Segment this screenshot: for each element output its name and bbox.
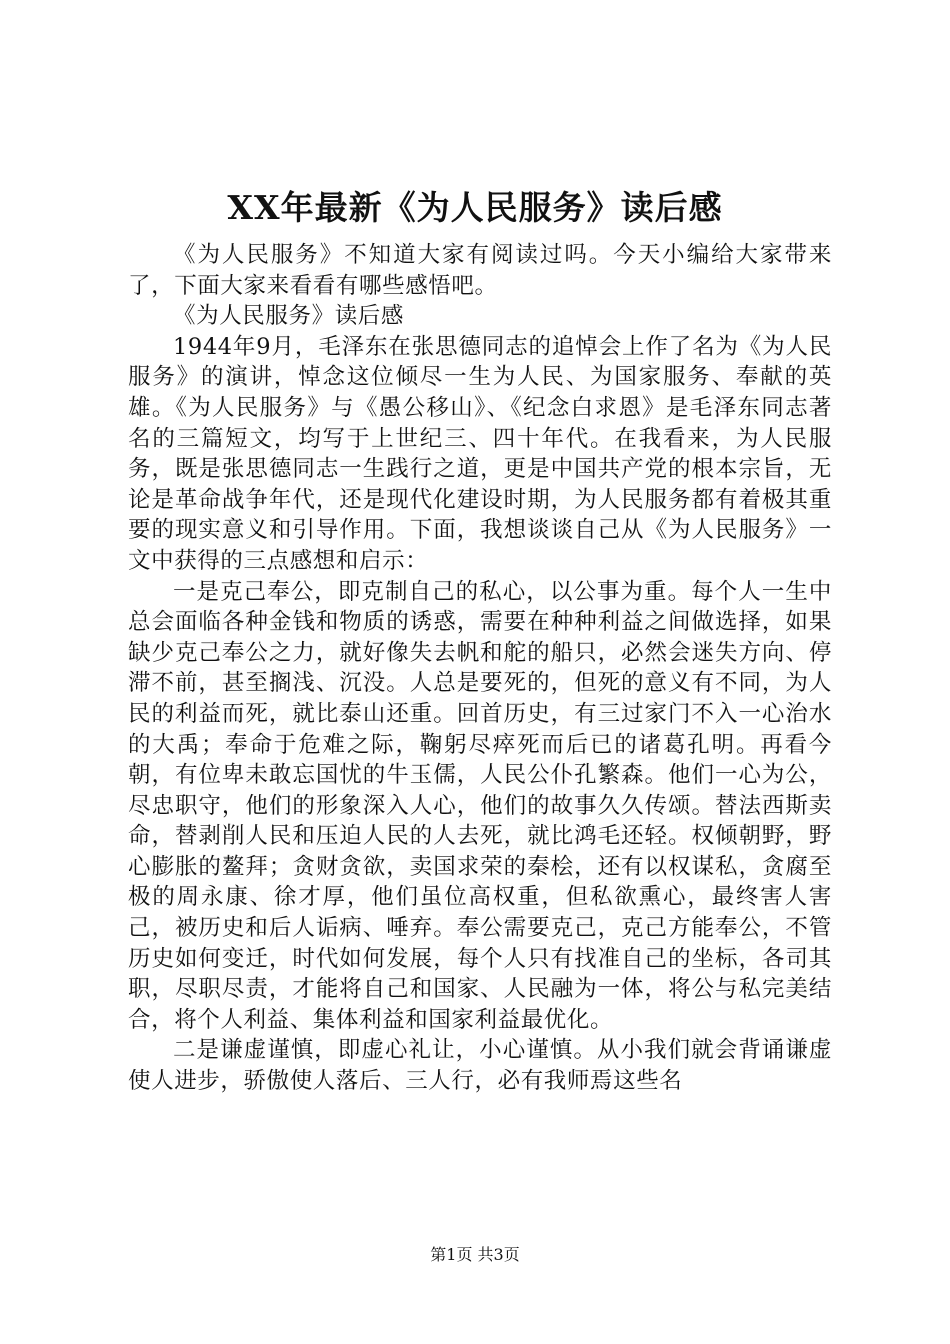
paragraph-intro: 《为人民服务》不知道大家有阅读过吗。今天小编给大家带来了，下面大家来看看有哪些感悟吧。	[128, 242, 832, 299]
document-body	[128, 240, 832, 1097]
paragraph-background: 1944年9月，毛泽东在张思德同志的追悼会上作了名为《为人民服务》的演讲，悼念这位倾尽一生为人民、为国家服务、奉献的英雄。《为人民服务》与《愚公移山》、《纪念白求恩》是毛泽东同志著名的三篇短文，均写于上世纪三、四十年代。在我看来，为人民服务，既是张思德同志一生践行之道，更是中国共产党的根本宗旨，无论是革命战争年代，还是现代化建设时期，为人民服务都有着极其重要的现实意义和引导作用。下面，我想谈谈自己从《为人民服务》一文中获得的三点感想和启示：	[128, 333, 832, 574]
document-title: XX年最新《为人民服务》读后感	[227, 188, 723, 227]
page-footer: 第1页 共3页	[430, 1245, 520, 1264]
paragraph-subtitle: 《为人民服务》读后感	[173, 303, 405, 330]
paragraph-point-two: 二是谦虚谨慎，即虚心礼让，小心谨慎。从小我们就会背诵谦虚使人进步，骄傲使人落后、三人行，必有我师焉这些名	[128, 1037, 832, 1095]
paragraph-point-one: 一是克己奉公，即克制自己的私心，以公事为重。每个人一生中总会面临各种金钱和物质的诱惑，需要在种种利益之间做选择，如果缺少克己奉公之力，就好像失去帆和舵的船只，必然会迷失方向、停滞不前，甚至搁浅、沉没。人总是要死的，但死的意义有不同，为人民的利益而死，就比泰山还重。回首历史，有三过家门不入一心治水的大禹；奉命于危难之际，鞠躬尽瘁死而后已的诸葛孔明。再看今朝，有位卑未敢忘国忧的牛玉儒，人民公仆孔繁森。他们一心为公，尽忠职守，他们的形象深入人心，他们的故事久久传颂。替法西斯卖命，替剥削人民和压迫人民的人去死，就比鸿毛还轻。权倾朝野，野心膨胀的鳌拜；贪财贪欲，卖国求荣的秦桧，还有以权谋私，贪腐至极的周永康、徐才厚，他们虽位高权重，但私欲熏心，最终害人害己，被历史和后人诟病、唾弃。奉公需要克己，克己方能奉公，不管历史如何变迁，时代如何发展，每个人只有找准自己的坐标，各司其职，尽职尽责，才能将自己和国家、人民融为一体，将公与私完美结合，将个人利益、集体利益和国家利益最优化。	[128, 578, 832, 1033]
